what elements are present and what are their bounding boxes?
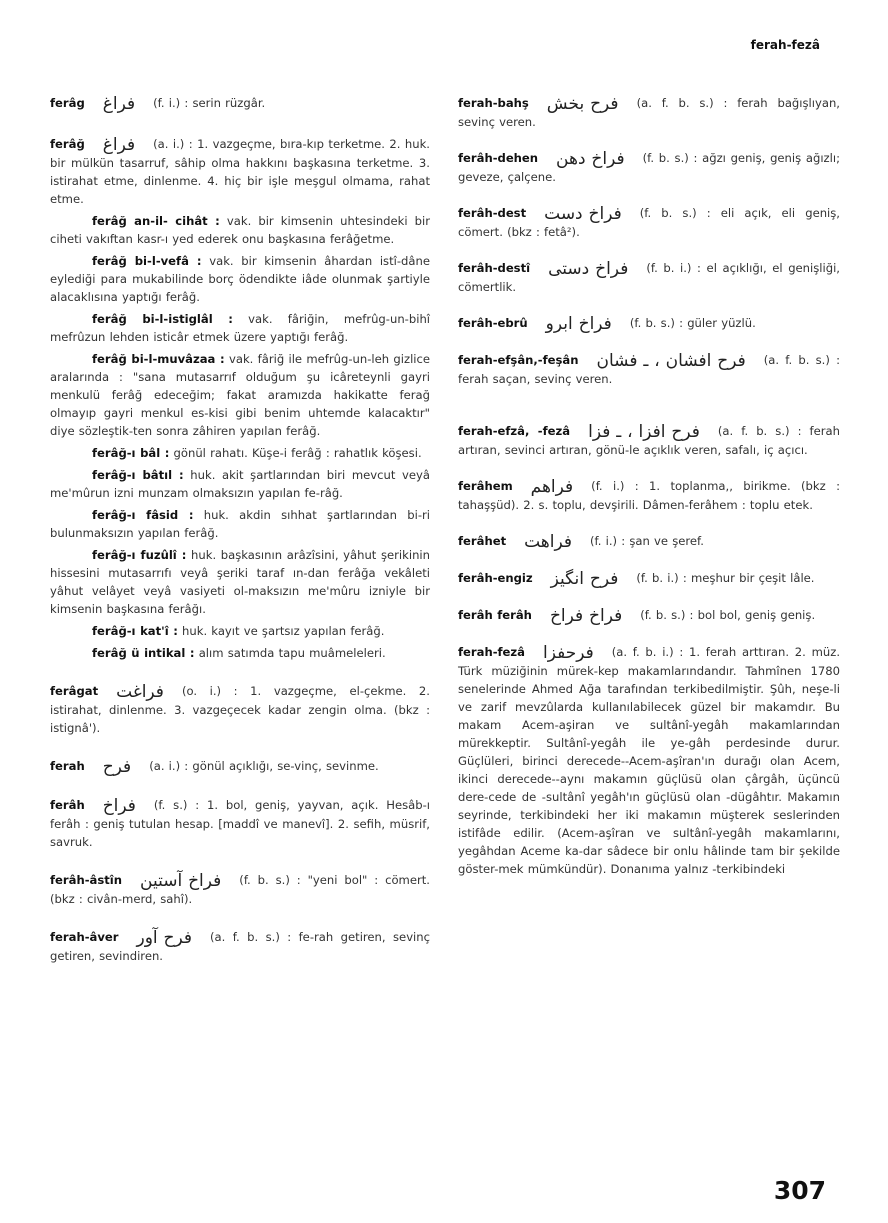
definition-text: (a. f. b. s.) : ferah saçan, sevinç veren. — [458, 353, 840, 386]
definition-text: (f. b. s.) : güler yüzlü. — [629, 316, 756, 330]
arabic-script: فراغت — [116, 682, 164, 702]
definition-text: alım satımda tapu muâmeleleri. — [198, 646, 386, 660]
dictionary-entry — [458, 259, 840, 296]
headword: ferâh-dehen — [458, 151, 539, 165]
dictionary-entry — [458, 314, 840, 333]
arabic-script: فرح انگيز — [550, 569, 619, 589]
right-column — [458, 90, 840, 878]
dictionary-entry — [458, 569, 840, 588]
headword: ferâh ferâh — [458, 608, 532, 622]
dictionary-entry — [50, 871, 430, 908]
headword: ferâh-âstîn — [50, 873, 123, 887]
definition-text: vak. bir kimsenin âhardan istî-dâne eylediği para mukabilinde borç ödendikte iâde olunmak şartiyle alacaklısına yaptığı ferâğ. — [50, 254, 430, 304]
headword: ferâğ ü intikal : — [92, 646, 195, 660]
dictionary-entry — [458, 422, 840, 459]
headword: ferâğ bi-l-muvâzaa : — [92, 352, 225, 366]
definition-text: (f. b. s.) : ağzı geniş, geniş ağızlı; geveze, çalçene. — [458, 151, 840, 184]
dictionary-entry — [50, 757, 430, 776]
headword: ferâğ-ı kat'î : — [92, 624, 178, 638]
dictionary-entry — [50, 252, 430, 306]
headword: ferah — [50, 759, 85, 773]
arabic-script: فراخ — [102, 796, 136, 816]
definition-text: (a. f. b. s.) : ferah bağışlıyan, sevinç veren. — [458, 96, 840, 129]
headword: ferâhem — [458, 479, 513, 493]
definition-text: huk. akdin sıhhat şartlarından bi-ri bulunmaksızın yapılan ferâğ. — [50, 508, 430, 540]
headword: ferâğ-ı bâl : — [92, 446, 170, 460]
definition-text: (a. f. b. s.) : ferah artıran, sevinci artıran, gönü-le açıklık veren, safalı, iç açıcı. — [458, 424, 840, 457]
arabic-script: فراخ ابرو — [545, 314, 612, 334]
arabic-script: فراخ دهن — [556, 149, 625, 169]
definition-text: (f. i.) : serin rüzgâr. — [153, 96, 266, 110]
arabic-script: فرح آور — [136, 928, 193, 948]
headword: ferâh — [50, 798, 85, 812]
arabic-script: فرح بخش — [546, 94, 619, 114]
definition-text: (f. i.) : 1. toplanma,, birikme. (bkz : tahaşşüd). 2. s. toplu, devşirili. Dâmen-ferâhem : toplu etek. — [458, 479, 840, 512]
dictionary-entry — [50, 622, 430, 640]
dictionary-entry — [50, 928, 430, 965]
definition-text: (a. f. b. i.) : 1. ferah arttıran. 2. müz. Türk müziğinin mürek-kep makamlarındandır. Tahmînen 1780 senelerinde Ahmed Ağa tarafından terkibedilmiştir. Şûh, neşe-li ve zarif mevzûlarda kullanılabilecek güzel bir makamdır. Bu makam Acem-aşiran ve sultânî-yegâh makamlarından mürekkeptir. Sultânî-yegâh ile ye-gâh perdesinde durur. Güçlüleri, birinci derecede--Acem-aşîran'ın durağı olan Acem, ikinci derecede--aynı makamın güçlüsü olan çârgâh, üçüncü dere-cede de -sultânî yegâh'ın güçlüsü olan -dügâhtır. Makamın seyrinde, terkibindeki her iki makamın müşterek seslerinden istifâde edilir. (Acem-aşîran ve sultânî-yegâh makamlarını, yegâhdan Aceme ka-dar sâdece bir onlu hâlinde tam bir şekilde göster-mek mümkündür). Donanıma yalnız -terkibindeki — [458, 645, 840, 876]
arabic-script: فرح — [102, 757, 132, 777]
headword: ferâğ bi-l-vefâ : — [92, 254, 202, 268]
dictionary-entry — [50, 94, 430, 113]
left-column — [50, 90, 430, 965]
dictionary-entry — [458, 94, 840, 131]
dictionary-entry — [458, 477, 840, 514]
dictionary-entry — [50, 506, 430, 542]
definition-text: huk. kayıt ve şartsız yapılan ferâğ. — [182, 624, 385, 638]
definition-text: (a. i.) : 1. vazgeçme, bıra-kıp terketme. 2. huk. bir mülkün tasarruf, sâhip olma hakkını başkasına terketme. 3. istirahat etme, dinlenme. 4. hiç bir işle meşgul olmama, rahat etme. — [50, 137, 430, 206]
page-number: 307 — [773, 1176, 826, 1205]
dictionary-entry — [50, 310, 430, 346]
definition-text: vak. fâriğin, mefrûg-un-bihî mefrûzun lehden isticâr etmek üzere yaptığı ferâğ. — [50, 312, 431, 344]
arabic-script: فراغ — [102, 135, 136, 155]
headword: ferah-fezâ — [458, 645, 525, 659]
definition-text: vak. fâriğ ile mefrûg-un-leh gizlice aralarında : "sana mutasarrıf olduğum şu icâreteynli gayri menkulü ferâğ edeceğim; fakat aramızda hakikatte ferağ olmayıp gayri menkul es-kisi gibi benim uhtemde kalacaktır" diye sözleştik-ten sonra zâhiren yapılan ferâğ. — [50, 352, 431, 438]
definition-text: (f. b. s.) : "yeni bol" : cömert. (bkz : civân-merd, sahî). — [50, 873, 430, 906]
headword: ferâg — [50, 96, 85, 110]
headword: ferâh-destî — [458, 261, 531, 275]
definition-text: (o. i.) : 1. vazgeçme, el-çekme. 2. istirahat, dinlenme. 3. vazgeçecek kadar zengin olma. (bkz : istignâ'). — [50, 684, 430, 735]
dictionary-entry — [50, 546, 430, 618]
arabic-script: فراخ آستين — [140, 871, 222, 891]
dictionary-entry — [50, 350, 430, 440]
headword: ferâğ-ı bâtıl : — [92, 468, 184, 482]
arabic-script: فرح افزا ، ـ فزا — [588, 422, 700, 442]
arabic-script: فراهت — [524, 532, 572, 552]
definition-text: (a. i.) : gönül açıklığı, se-vinç, sevinme. — [149, 759, 379, 773]
dictionary-entry — [458, 643, 840, 878]
definition-text: gönül rahatı. Küşe-i ferâğ : rahatlık köşesi. — [173, 446, 422, 460]
dictionary-entry — [458, 606, 840, 625]
definition-text: (f. b. s.) : eli açık, eli geniş, cömert. (bkz : fetâ²). — [458, 206, 840, 239]
definition-text: (f. s.) : 1. bol, geniş, yayvan, açık. Hesâb-ı ferâh : geniş tutulan hesap. [maddî ve manevî]. 2. sefih, müsrif, savruk. — [50, 798, 430, 849]
headword: ferâhet — [458, 534, 507, 548]
dictionary-entry — [50, 682, 430, 737]
dictionary-entry — [50, 796, 430, 851]
definition-text: (f. b. i.) : el açıklığı, el genişliği, cömertlik. — [458, 261, 840, 294]
definition-text: vak. bir kimsenin uhtesindeki bir ciheti vakıftan kasr-ı yed ederek onu başkasına ferâğetme. — [50, 214, 431, 246]
headword: ferâğ bi-l-istiglâl : — [92, 312, 233, 326]
definition-text: (f. i.) : şan ve şeref. — [590, 534, 704, 548]
arabic-script: فراخ دست — [544, 204, 622, 224]
dictionary-entry — [458, 351, 840, 388]
headword: ferâğ-ı fuzûlî : — [92, 548, 187, 562]
arabic-script: فراخ دستى — [548, 259, 629, 279]
dictionary-entry — [50, 466, 430, 502]
definition-text: huk. başkasının arâzîsini, yâhut şerikinin hissesini mutasarrıfı veyâ şeriki taraf ın-dan ferâğa vekâleti yâhut velâyet veyâ vasiyeti ol-maksızın me'mûru izniyle bir kimsenin başkasına ferâğı. — [50, 548, 431, 616]
running-head: ferah-fezâ — [750, 38, 820, 52]
headword: ferâğ an-il- cihât : — [92, 214, 220, 228]
dictionary-entry — [50, 212, 430, 248]
arabic-script: فرحفزا — [543, 643, 594, 663]
dictionary-entry — [50, 135, 430, 208]
arabic-script: فرح افشان ، ـ فشان — [596, 351, 746, 371]
dictionary-entry — [458, 149, 840, 186]
headword: ferah-âver — [50, 930, 119, 944]
dictionary-entry — [50, 444, 430, 462]
definition-text: (f. b. i.) : meşhur bir çeşit lâle. — [636, 571, 815, 585]
headword: ferâğ-ı fâsid : — [92, 508, 194, 522]
headword: ferah-efşân,-feşân — [458, 353, 579, 367]
dictionary-entry — [50, 644, 430, 662]
headword: ferah-bahş — [458, 96, 529, 110]
headword: ferâh-dest — [458, 206, 527, 220]
arabic-script: فراخ فراخ — [549, 606, 623, 626]
dictionary-entry — [458, 532, 840, 551]
headword: ferâgat — [50, 684, 99, 698]
definition-text: (f. b. s.) : bol bol, geniş geniş. — [640, 608, 816, 622]
dictionary-entry — [458, 204, 840, 241]
definition-text: (a. f. b. s.) : fe-rah getiren, sevinç getiren, sevindiren. — [50, 930, 430, 963]
headword: ferah-efzâ, -fezâ — [458, 424, 571, 438]
arabic-script: فراهم — [530, 477, 574, 497]
arabic-script: فراغ — [102, 94, 136, 114]
headword: ferâh-ebrû — [458, 316, 528, 330]
headword: ferâğ — [50, 137, 85, 151]
headword: ferâh-engiz — [458, 571, 533, 585]
definition-text: huk. akit şartlarından biri mevcut veyâ me'mûrun izni munzam olmaksızın yapılan fe-râğ. — [50, 468, 430, 500]
